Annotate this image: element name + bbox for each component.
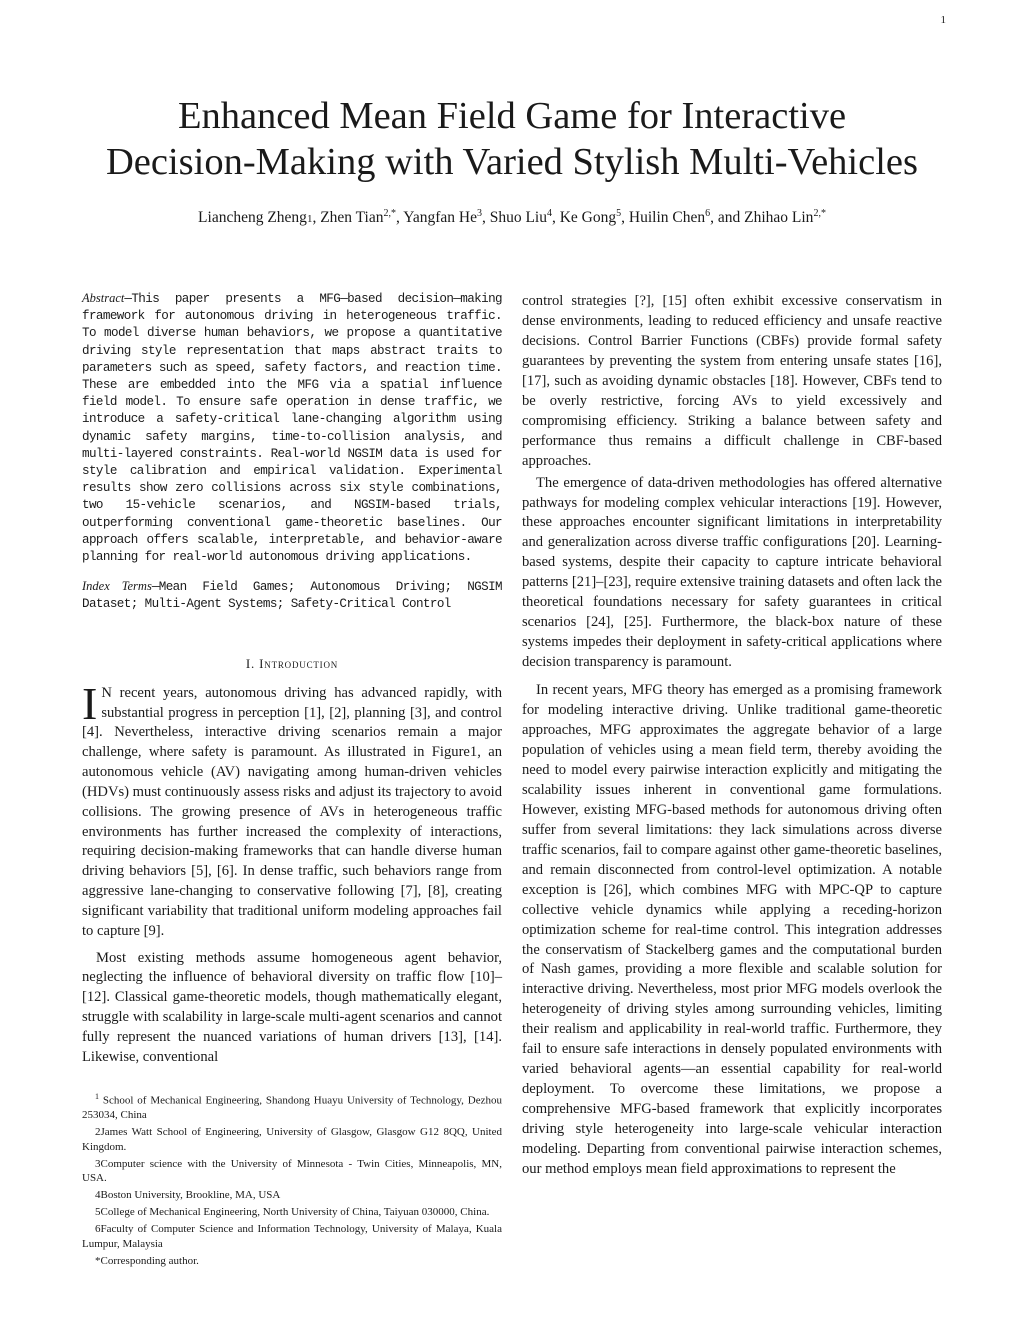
author-name: Ke Gong [559,209,617,226]
intro-paragraph-1-text: N recent years, autonomous driving has advanced rapidly, with substantial progress in perception [1], [2], planning [3], and control [4]. Nevertheless, interactive driving scenarios remain a major challenge, where safety is paramount. As illustrated in Figure1, an autonomous vehicle (AV) navigating among human-driven vehicles (HDVs) must continuously assess risks and adjust its trajectory to avoid collisions. The growing presence of AVs in heterogeneous traffic environments has further increased the complexity of interactions, requiring decision-making frameworks that can handle diverse human driving behaviors [5], [6]. In dense traffic, such behaviors range from aggressive lane-changing to conservative following [7], [8], creating significant variability that traditional uniform modeling approaches fail to capture [9]. [82,684,502,939]
footnote-mark: 6 [95,1223,101,1236]
author-separator: , [481,209,486,226]
author-name: Shuo Liu [489,209,547,226]
abstract-label: Abstract [82,291,125,305]
footnote-text: Computer science with the University of Minnesota - Twin Cities, Minneapolis, MN, USA. [82,1157,502,1185]
footnote-text: Faculty of Computer Science and Information Technology, University of Malaya, Kuala Lumpur, Malaysia [82,1223,502,1250]
footnote [82,1205,502,1220]
left-column [82,290,502,1271]
author-separator: , [551,209,556,226]
paper-title [40,93,984,185]
index-terms-text: —Mean Field Games; Autonomous Driving; NGSIM Dataset; Multi-Agent Systems; Safety-Critical Control [82,580,502,612]
footnote [82,1188,502,1203]
index-terms-label: Index Terms [82,579,152,594]
author-affiliation-mark: 4 [546,208,552,219]
author-name: Zhen Tian [320,209,384,226]
footnote-text: College of Mechanical Engineering, North University of China, Taiyuan 030000, China. [100,1206,490,1219]
author-affiliation-mark: 2,* [813,208,826,219]
intro-paragraph-1 [82,677,502,942]
footnote [82,1222,502,1251]
author-name: Liancheng Zheng [198,209,307,226]
abstract [82,290,502,566]
author-separator: , [621,209,626,226]
author-conjunction: and [717,209,741,226]
author-affiliation-mark: 3 [476,208,482,219]
footnote [82,1157,502,1186]
right-paragraph-3: In recent years, MFG theory has emerged as a promising framework for modeling interactive driving. Unlike traditional game-theoretic approaches, MFG approximates the aggregate behavior of a large population of vehicles using a mean field term, thereby avoiding the need to model every pairwise interaction explicitly and mitigating the scalability issues inherent in conventional game formulations. However, existing MFG-based methods for autonomous driving often suffer from several limitations: they lack simulations across diverse traffic scenarios, fail to compare against other game-theoretic baselines, and remain disconnected from control-level optimization. A notable exception is [26], which combines MFG with MPC-QP to capture collective vehicle dynamics while applying a receding-horizon optimization scheme for real-time control. This integration addresses the conservatism of Stackelberg games and the computational burden of Nash games, providing a more flexible and scalable solution for interactive driving. Nevertheless, most prior MFG models overlook the heterogeneity of driving styles among surrounding vehicles, limiting their realism and applicability in real-world traffic. Furthermore, they fail to ensure safe interactions in densely populated environments with varied behavioral agents—an essential capability for real-world deployment. To overcome these limitations, we propose a comprehensive MFG-based framework that explicitly incorporates driving style heterogeneity into large-scale vehicular interaction modeling. Departing from conventional pairwise interaction schemes, our method employs mean field approximations to represent the [522,682,942,1177]
footnote-mark: 1 [95,1091,99,1101]
right-paragraph-2: The emergence of data-driven methodologies has offered alternative pathways for modeling complex vehicular interactions [19]. However, these approaches encounter significant limitations in interpretability and generalization across diverse traffic configurations [20]. Learning-based systems, despite their capacity to capture intricate behavioral patterns [21]–[23], require extensive training datasets and often lack the theoretical foundations necessary for safety guarantees in critical scenarios [24], [25]. Furthermore, the black-box nature of these systems impedes their deployment in safety-critical applications where decision transparency is paramount. [522,474,942,671]
drop-cap: I [82,677,98,729]
footnote-text: James Watt School of Engineering, University of Glasgow, Glasgow G12 8QQ, United Kingdom. [82,1125,502,1153]
footnote [82,1125,502,1154]
footnote-mark: 3 [95,1157,101,1170]
author-affiliation-mark: 1 [306,213,313,225]
index-terms [82,578,502,613]
section-heading [82,656,502,672]
author-affiliation-mark: 2,* [383,208,396,219]
author-affiliation-mark: 6 [705,208,711,219]
section-number: I. [245,655,256,671]
right-paragraph-1: control strategies [?], [15] often exhibit excessive conservatism in dense environments, leading to reduced efficiency and unsafe reactive decisions. Control Barrier Functions (CBFs) provide formal safety guarantees by preventing the system from entering unsafe states [16], [17], such as avoiding dynamic obstacles [18]. However, CBFs tend to be overly restrictive, forcing AVs to yield excessively and compromising efficiency. Striking a balance between safety and performance thus remains a difficult challenge in CBF-based approaches. [522,293,942,469]
section-title: Introduction [259,655,339,671]
author-affiliation-mark: 5 [616,208,622,219]
abstract-text: —This paper presents a MFG—based decision—making framework for autonomous driving in heterogeneous traffic. To model diverse human behaviors, we propose a quantitative driving style representation that maps abstract traits to parameters such as speed, safety factors, and reaction time. These are embedded into the MFG via a spatial influence field model. To ensure safe operation in dense traffic, we introduce a safety-critical lane-changing algorithm using dynamic safety margins, time-to-collision analysis, and multi-layered constraints. Real-world NGSIM data is used for style calibration and empirical validation. Experimental results show zero collisions across six style combinations, two 15-vehicle scenarios, and NGSIM-based trials, outperforming conventional game-theoretic baselines. Our approach offers scalable, interpretable, and behavior-aware planning for real-world autonomous driving applications. [82,292,502,565]
author-separator: , [312,209,317,226]
author-name: Zhihao Lin [744,209,814,226]
title-line-1: Enhanced Mean Field Game for Interactive [177,95,847,137]
author-list [40,207,984,230]
footnote-text: Boston University, Brookline, MA, USA [100,1189,281,1202]
footnote-corresponding: *Corresponding author. [95,1254,199,1267]
footnotes [82,1090,502,1269]
author-separator: , [710,209,714,226]
author-separator: , [396,209,400,226]
footnote [82,1090,502,1123]
author-name: Huilin Chen [628,209,706,226]
intro-paragraph-2: Most existing methods assume homogeneous agent behavior, neglecting the influence of behavioral diversity on traffic flow [10]–[12]. Classical game-theoretic models, though mathematically elegant, struggle with scalability in large-scale multi-agent scenarios and cannot fully represent the nuanced variations of human drivers [13], [14]. Likewise, conventional [82,949,502,1065]
footnote-mark: 5 [95,1206,101,1219]
right-column [522,292,942,1180]
title-line-2: Decision-Making with Varied Stylish Multi-Vehicles [106,141,918,183]
footnote-text: School of Mechanical Engineering, Shandong Huayu University of Technology, Dezhou 253034, China [82,1094,502,1121]
author-name: Yangfan He [403,209,477,226]
page-number: 1 [940,14,946,26]
footnote-mark: 2 [95,1125,101,1138]
footnote-mark: 4 [95,1189,101,1202]
